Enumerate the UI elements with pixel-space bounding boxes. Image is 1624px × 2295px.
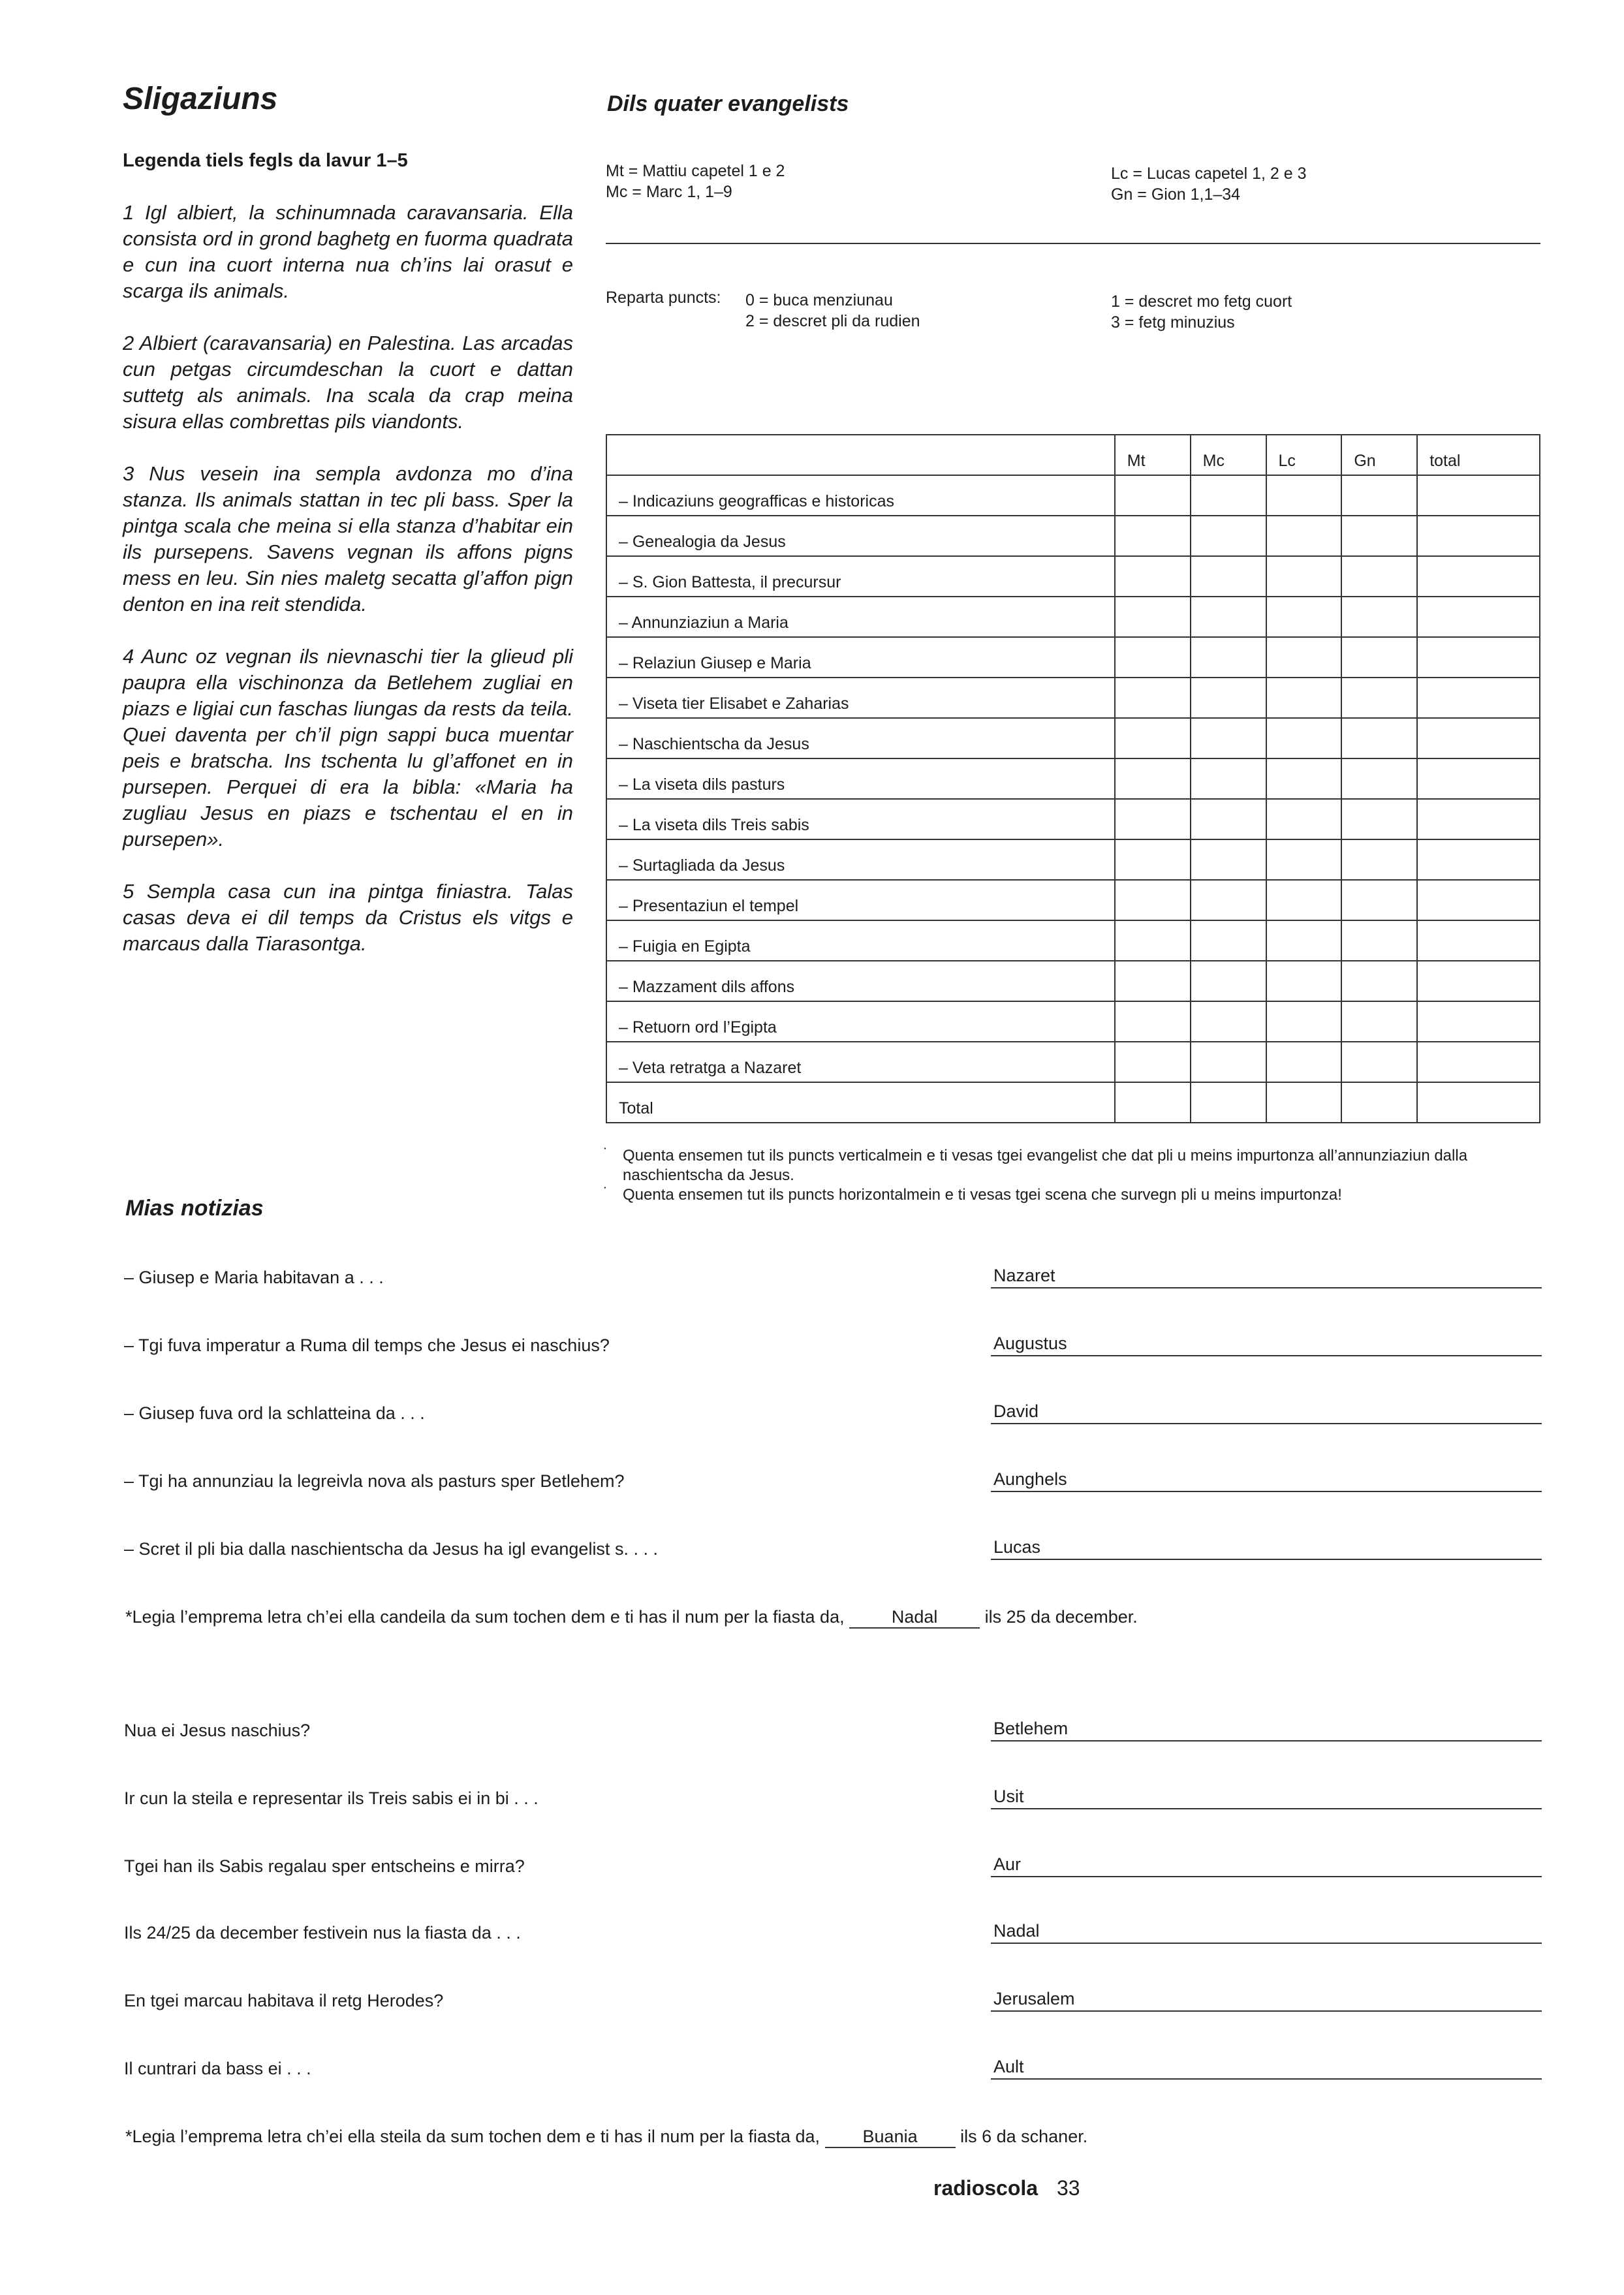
legend-text — [123, 200, 573, 983]
table-row — [606, 718, 1540, 758]
table-row — [606, 556, 1540, 597]
legend-paragraph: 2 Albiert (caravansaria) en Palestina. Las arcadas cun petgas circumdeschan la cuort e dattan suttetg als animals. Ina scala da crap meina sisura ellas combrettas pils viandonts. — [123, 332, 573, 433]
row-label: – La viseta dils Treis sabis — [606, 799, 1115, 839]
score-cell[interactable] — [1266, 839, 1342, 880]
score-cell[interactable] — [1115, 516, 1191, 556]
score-cell[interactable] — [1115, 475, 1191, 516]
footer-brand: radioscola — [933, 2176, 1038, 2200]
score-cell[interactable] — [1115, 839, 1191, 880]
row-label: – Naschientscha da Jesus — [606, 718, 1115, 758]
score-cell[interactable] — [1341, 1082, 1417, 1123]
puzzle-sentence — [125, 2127, 1087, 2148]
table-row — [606, 637, 1540, 678]
answer-field[interactable]: Aunghels — [991, 1469, 1542, 1492]
ref-gn: Gn = Gion 1,1–34 — [1111, 185, 1241, 204]
score-cell[interactable] — [1341, 961, 1417, 1001]
score-cell[interactable] — [1266, 758, 1342, 799]
score-cell[interactable] — [1341, 1042, 1417, 1082]
points-label: Reparta puncts: — [606, 289, 721, 307]
row-label: – Annunziaziun a Maria — [606, 597, 1115, 637]
score-cell[interactable] — [1266, 718, 1342, 758]
score-cell[interactable] — [1266, 516, 1342, 556]
asterisk-icon: ˙ — [603, 1185, 608, 1202]
score-cell[interactable] — [1191, 475, 1266, 516]
score-cell[interactable] — [1266, 1001, 1342, 1042]
score-cell[interactable] — [1115, 637, 1191, 678]
score-cell[interactable] — [1266, 678, 1342, 718]
section-title: Dils quater evangelists — [607, 91, 849, 116]
col-header: Lc — [1266, 435, 1342, 475]
table-row — [606, 799, 1540, 839]
total-cell[interactable] — [1417, 961, 1540, 1001]
score-cell[interactable] — [1191, 516, 1266, 556]
score-cell[interactable] — [1115, 718, 1191, 758]
score-cell[interactable] — [1341, 920, 1417, 961]
col-header: Mc — [1191, 435, 1266, 475]
ref-mc: Mc = Marc 1, 1–9 — [606, 183, 732, 201]
total-cell[interactable] — [1417, 1042, 1540, 1082]
table-row — [606, 1042, 1540, 1082]
score-cell[interactable] — [1266, 880, 1342, 920]
question: Ir cun la steila e representar ils Treis sabis ei in bi . . . — [124, 1788, 539, 1808]
asterisk-icon: ˙ — [603, 1146, 608, 1163]
total-cell[interactable] — [1417, 516, 1540, 556]
score-cell[interactable] — [1191, 880, 1266, 920]
ref-lc: Lc = Lucas capetel 1, 2 e 3 — [1111, 164, 1307, 183]
points-1: 1 = descret mo fetg cuort — [1111, 292, 1292, 311]
table-row — [606, 678, 1540, 718]
total-cell[interactable] — [1417, 758, 1540, 799]
score-cell[interactable] — [1191, 758, 1266, 799]
total-cell[interactable] — [1417, 718, 1540, 758]
score-cell[interactable] — [1341, 597, 1417, 637]
score-cell[interactable] — [1191, 678, 1266, 718]
table-row — [606, 961, 1540, 1001]
table-row — [606, 475, 1540, 516]
question: Nua ei Jesus naschius? — [124, 1721, 311, 1740]
score-cell[interactable] — [1266, 920, 1342, 961]
score-cell[interactable] — [1266, 637, 1342, 678]
score-cell[interactable] — [1115, 556, 1191, 597]
score-cell[interactable] — [1115, 1082, 1191, 1123]
table-row — [606, 516, 1540, 556]
question: – Tgi ha annunziau la legreivla nova als pasturs sper Betlehem? — [124, 1471, 625, 1491]
table-row — [606, 839, 1540, 880]
answer-field[interactable]: Betlehem — [991, 1718, 1542, 1741]
score-cell[interactable] — [1191, 637, 1266, 678]
legend-heading: Legenda tiels fegls da lavur 1–5 — [123, 150, 408, 171]
legend-paragraph: 3 Nus vesein ina sempla avdonza mo d’ina stanza. Ils animals stattan in tec pli bass. Sper la pintga scala che meina si ella stanza d’habitar ein ils pursepens. Savens vegnan ils affons pigns mess en leu. Sin nies maletg secatta gl’affon pign denton en ina reit stendida. — [123, 462, 573, 616]
score-cell[interactable] — [1115, 597, 1191, 637]
score-cell[interactable] — [1191, 1042, 1266, 1082]
note-text: Quenta ensemen tut ils puncts horizontalmein e ti vesas tgei scena che survegn pli u meins impurtonza! — [623, 1186, 1342, 1204]
evangelists-table — [606, 434, 1540, 1123]
score-cell[interactable] — [1341, 1001, 1417, 1042]
total-cell[interactable] — [1417, 1082, 1540, 1123]
footer — [933, 2176, 1080, 2200]
table-row — [606, 597, 1540, 637]
table-total-row — [606, 1082, 1540, 1123]
question: – Tgi fuva imperatur a Ruma dil temps che Jesus ei naschius? — [124, 1335, 610, 1355]
score-cell[interactable] — [1341, 637, 1417, 678]
row-label: – Relaziun Giusep e Maria — [606, 637, 1115, 678]
score-cell[interactable] — [1115, 1042, 1191, 1082]
score-cell[interactable] — [1191, 718, 1266, 758]
notes-block — [603, 1146, 1543, 1205]
total-cell[interactable] — [1417, 475, 1540, 516]
score-cell[interactable] — [1115, 880, 1191, 920]
score-cell[interactable] — [1266, 475, 1342, 516]
question: Il cuntrari da bass ei . . . — [124, 2059, 311, 2078]
answer-field[interactable]: Aur — [991, 1854, 1542, 1877]
row-label: – Veta retratga a Nazaret — [606, 1042, 1115, 1082]
score-cell[interactable] — [1191, 920, 1266, 961]
row-label: – Mazzament dils affons — [606, 961, 1115, 1001]
score-cell[interactable] — [1115, 961, 1191, 1001]
row-label: – Presentaziun el tempel — [606, 880, 1115, 920]
row-label: – Fuigia en Egipta — [606, 920, 1115, 961]
note-item — [603, 1146, 1543, 1185]
ref-mt: Mt = Mattiu capetel 1 e 2 — [606, 162, 785, 180]
score-cell[interactable] — [1191, 839, 1266, 880]
question: Tgei han ils Sabis regalau sper entscheins e mirra? — [124, 1856, 525, 1876]
puzzle-text-end: ils 6 da schaner. — [960, 2127, 1088, 2146]
score-cell[interactable] — [1191, 1001, 1266, 1042]
question: – Giusep e Maria habitavan a . . . — [124, 1268, 384, 1287]
row-label: – Indicaziuns geografficas e historicas — [606, 475, 1115, 516]
puzzle-text: *Legia l’emprema letra ch’ei ella candeila da sum tochen dem e ti has il num per la fiasta da, — [125, 1607, 845, 1627]
row-label: – Viseta tier Elisabet e Zaharias — [606, 678, 1115, 718]
score-cell[interactable] — [1115, 920, 1191, 961]
answer-field[interactable]: Jerusalem — [991, 1988, 1542, 2012]
divider — [606, 243, 1540, 244]
row-label: – Retuorn ord l’Egipta — [606, 1001, 1115, 1042]
score-cell[interactable] — [1266, 597, 1342, 637]
puzzle-text-end: ils 25 da december. — [984, 1607, 1138, 1627]
score-cell[interactable] — [1266, 961, 1342, 1001]
answer-field[interactable]: Nadal — [991, 1920, 1542, 1944]
score-cell[interactable] — [1341, 475, 1417, 516]
answer-field[interactable]: Augustus — [991, 1333, 1542, 1356]
answer-field[interactable]: Ault — [991, 2056, 1542, 2080]
score-cell[interactable] — [1266, 799, 1342, 839]
score-cell[interactable] — [1266, 556, 1342, 597]
table-row — [606, 1001, 1540, 1042]
row-label: – S. Gion Battesta, il precursur — [606, 556, 1115, 597]
total-cell[interactable] — [1417, 678, 1540, 718]
note-item — [603, 1185, 1543, 1205]
score-cell[interactable] — [1115, 758, 1191, 799]
puzzle-answer[interactable]: Buania — [825, 2127, 956, 2148]
row-label: – Surtagliada da Jesus — [606, 839, 1115, 880]
points-0: 0 = buca menziunau — [745, 291, 893, 309]
note-text: Quenta ensemen tut ils puncts verticalmein e ti vesas tgei evangelist che dat pli u meins impurtonza all’annunziaziun dalla naschientscha da Jesus. — [623, 1147, 1468, 1184]
score-cell[interactable] — [1266, 1082, 1342, 1123]
total-cell[interactable] — [1417, 1001, 1540, 1042]
legend-paragraph: 1 Igl albiert, la schinumnada caravansaria. Ella consista ord in grond baghetg en fuorma quadrata e cun ina cuort interna nua ch’ins lai orasut e scarga ils animals. — [123, 201, 573, 302]
score-cell[interactable] — [1341, 718, 1417, 758]
points-2: 2 = descret pli da rudien — [745, 312, 920, 330]
score-cell[interactable] — [1191, 1082, 1266, 1123]
col-header: Gn — [1341, 435, 1417, 475]
score-cell[interactable] — [1341, 880, 1417, 920]
total-cell[interactable] — [1417, 556, 1540, 597]
page-title: Sligaziuns — [123, 82, 278, 116]
puzzle-answer[interactable]: Nadal — [849, 1607, 980, 1629]
notes-title: Mias notizias — [125, 1196, 264, 1221]
puzzle-text: *Legia l’emprema letra ch’ei ella steila da sum tochen dem e ti has il num per la fiasta da, — [125, 2127, 820, 2146]
score-cell[interactable] — [1341, 556, 1417, 597]
legend-paragraph: 5 Sempla casa cun ina pintga finiastra. Talas casas deva ei dil temps da Cristus els vitgs e marcaus dalla Tiarasontga. — [123, 880, 573, 955]
row-label: Total — [606, 1082, 1115, 1123]
score-cell[interactable] — [1115, 1001, 1191, 1042]
total-cell[interactable] — [1417, 799, 1540, 839]
question: En tgei marcau habitava il retg Herodes? — [124, 1991, 444, 2010]
score-cell[interactable] — [1191, 961, 1266, 1001]
table-row — [606, 880, 1540, 920]
col-header: Mt — [1115, 435, 1191, 475]
points-3: 3 = fetg minuzius — [1111, 313, 1235, 332]
answer-field[interactable]: Lucas — [991, 1537, 1542, 1560]
score-cell[interactable] — [1266, 1042, 1342, 1082]
page-number: 33 — [1056, 2176, 1080, 2200]
table-row — [606, 758, 1540, 799]
score-cell[interactable] — [1341, 839, 1417, 880]
question: – Giusep fuva ord la schlatteina da . . . — [124, 1403, 425, 1423]
row-label: – Genealogia da Jesus — [606, 516, 1115, 556]
puzzle-sentence — [125, 1607, 1138, 1629]
score-cell[interactable] — [1115, 678, 1191, 718]
total-cell[interactable] — [1417, 839, 1540, 880]
answer-field[interactable]: David — [991, 1401, 1542, 1424]
score-cell[interactable] — [1341, 678, 1417, 718]
table-header-row — [606, 435, 1540, 475]
row-label: – La viseta dils pasturs — [606, 758, 1115, 799]
total-cell[interactable] — [1417, 920, 1540, 961]
total-cell[interactable] — [1417, 880, 1540, 920]
score-cell[interactable] — [1191, 597, 1266, 637]
answer-field[interactable]: Usit — [991, 1786, 1542, 1809]
question: – Scret il pli bia dalla naschientscha da Jesus ha igl evangelist s. . . . — [124, 1539, 658, 1559]
col-header: total — [1417, 435, 1540, 475]
table-row — [606, 920, 1540, 961]
score-cell[interactable] — [1341, 758, 1417, 799]
score-cell[interactable] — [1191, 799, 1266, 839]
score-cell[interactable] — [1115, 799, 1191, 839]
score-cell[interactable] — [1341, 799, 1417, 839]
total-cell[interactable] — [1417, 597, 1540, 637]
score-cell[interactable] — [1341, 516, 1417, 556]
score-cell[interactable] — [1191, 556, 1266, 597]
question: Ils 24/25 da december festivein nus la fiasta da . . . — [124, 1923, 521, 1943]
answer-field[interactable]: Nazaret — [991, 1265, 1542, 1288]
total-cell[interactable] — [1417, 637, 1540, 678]
legend-paragraph: 4 Aunc oz vegnan ils nievnaschi tier la glieud pli paupra ella vischinonza da Betlehem zugliai en piazs e ligiai cun faschas liungas da rests da teila. Quei daventa per ch’il pign sappi buca muentar peis e bratscha. Ins tschenta lu gl’affonet en in pursepen. Perquei di era la bibla: «Maria ha zugliau Jesus en piazs e tschentau el en in pursepen». — [123, 645, 573, 851]
